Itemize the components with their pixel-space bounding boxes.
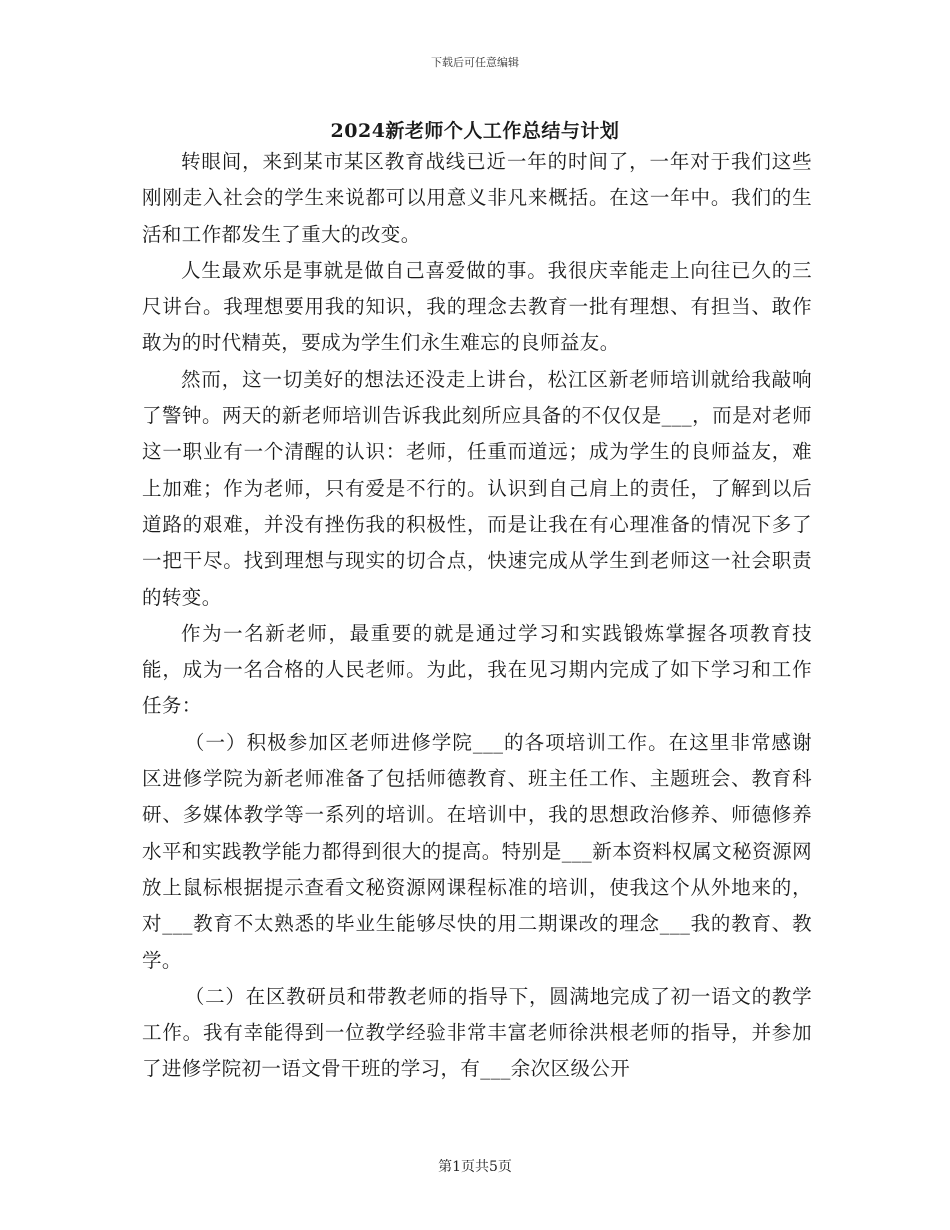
paragraph-6: （二）在区教研员和带教老师的指导下，圆满地完成了初一语文的教学工作。我有幸能得到一位教学经验非常丰富老师徐洪根老师的指导，并参加了进修学院初一语文骨干班的学习，有___余次区级公开 — [142, 984, 812, 1081]
paragraph-4: 作为一名新老师，最重要的就是通过学习和实践锻炼掌握各项教育技能，成为一名合格的人民老师。为此，我在见习期内完成了如下学习和工作任务： — [142, 621, 812, 718]
paragraph-2: 人生最欢乐是事就是做自己喜爱做的事。我很庆幸能走上向往已久的三尺讲台。我理想要用我的知识，我的理念去教育一批有理想、有担当、敢作敢为的时代精英，要成为学生们永生难忘的良师益友。 — [142, 258, 812, 355]
document-body — [142, 144, 812, 1088]
paragraph-3: 然而，这一切美好的想法还没走上讲台，松江区新老师培训就给我敲响了警钟。两天的新老师培训告诉我此刻所应具备的不仅仅是___，而是对老师这一职业有一个清醒的认识：老师，任重而道远；成为学生的良师益友，难上加难；作为老师，只有爱是不行的。认识到自己肩上的责任，了解到以后道路的艰难，并没有挫伤我的积极性，而是让我在有心理准备的情况下多了一把干尽。找到理想与现实的切合点，快速完成从学生到老师这一社会职责的转变。 — [142, 367, 812, 609]
paragraph-1: 转眼间，来到某市某区教育战线已近一年的时间了，一年对于我们这些刚刚走入社会的学生来说都可以用意义非凡来概括。在这一年中。我们的生活和工作都发生了重大的改变。 — [142, 150, 812, 246]
header-note: 下载后可任意编辑 — [431, 56, 519, 69]
paragraph-5: （一）积极参加区老师进修学院___的各项培训工作。在这里非常感谢区进修学院为新老师准备了包括师德教育、班主任工作、主题班会、教育科研、多媒体教学等一系列的培训。在培训中，我的思想政治修养、师德修养水平和实践教学能力都得到很大的提高。特别是___新本资料权属文秘资源网放上鼠标根据提示查看文秘资源网课程标准的培训，使我这个从外地来的，对___教育不太熟悉的毕业生能够尽快的用二期课改的理念___我的教育、教学。 — [142, 730, 812, 972]
document-title: 2024新老师个人工作总结与计划 — [330, 120, 620, 142]
page-number: 第1页共5页 — [438, 1159, 512, 1175]
